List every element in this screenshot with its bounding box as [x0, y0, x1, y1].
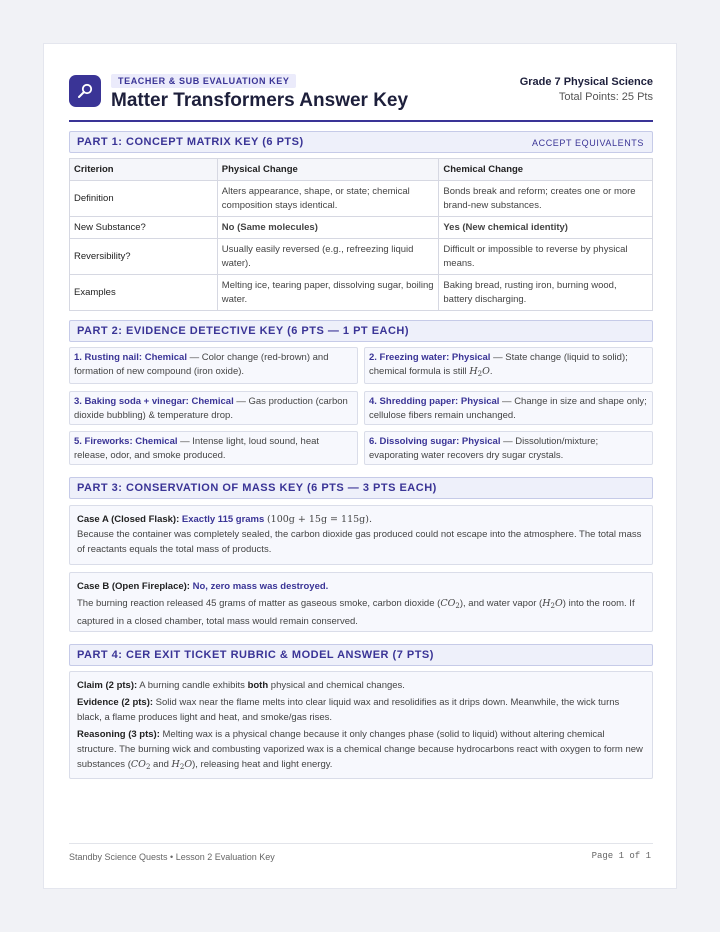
criterion-cell: Definition	[70, 181, 218, 217]
column-header: Criterion	[70, 159, 218, 181]
chemical-cell: Baking bread, rusting iron, burning wood, battery discharging.	[439, 275, 653, 311]
part1-title: PART 1: CONCEPT MATRIX KEY (6 PTS)	[77, 136, 304, 148]
part4-title: PART 4: CER EXIT TICKET RUBRIC & MODEL ANSWER (7 PTS)	[77, 649, 434, 661]
item-label: 1. Rusting nail:	[74, 352, 143, 363]
case-b-explanation: The burning reaction released 45 grams of matter as gaseous smoke, carbon dioxide $(CO_2)$, and water vapor $(H_2O)$ into the room. If captured in a closed chamber, total mass would remain conserved.	[77, 598, 635, 627]
case-a-explanation: Because the container was completely sealed, the carbon dioxide gas produced could not escape into the atmosphere. The total mass of reactants equals the total mass of products.	[77, 529, 642, 555]
item-label: 2. Freezing water:	[369, 352, 450, 363]
case-a-label: Case A (Closed Flask):	[77, 514, 180, 525]
case-a-card	[69, 505, 653, 565]
item-text: — Dissolution/mixture; evaporating water recovers dry sugar crystals.	[369, 436, 599, 461]
reasoning-paragraph: Reasoning (3 pts): Melting wax is a physical change because it only changes phase (solid to liquid) without altering chemical structure. The burning wick and combusting vaporized wax is a chemical change because hydrocarbons react with oxygen to form new substances ($CO_2$ and $H_2O$), releasing heat and light energy.	[77, 729, 643, 771]
chemical-cell: Difficult or impossible to reverse by physical means.	[439, 239, 653, 275]
evaluation-key-badge: TEACHER & SUB EVALUATION KEY	[111, 74, 296, 88]
item-answer: Chemical	[135, 436, 178, 447]
item-label: 3. Baking soda + vinegar:	[74, 396, 189, 407]
item-answer: Physical	[461, 436, 501, 447]
co2-formula: $CO_2$	[130, 759, 151, 771]
co2-formula: $CO_2$	[440, 598, 460, 610]
accept-equivalents-note: ACCEPT EQUIVALENTS	[532, 138, 644, 148]
item-label: 6. Dissolving sugar:	[369, 436, 460, 447]
item-label: 5. Fireworks:	[74, 436, 133, 447]
claim-paragraph: Claim (2 pts): A burning candle exhibits both physical and chemical changes.	[77, 680, 405, 691]
part3-header	[69, 477, 653, 499]
table-row	[70, 275, 653, 311]
case-a-equation: (100g + 15g = 115g).	[266, 514, 372, 525]
page-number: Page 1 of 1	[591, 851, 651, 861]
part2-title: PART 2: EVIDENCE DETECTIVE KEY (6 PTS — 1 PT EACH)	[77, 325, 410, 337]
answer-key-page	[43, 43, 677, 889]
item-text: — Gas production (carbon dioxide bubbling) & temperature drop.	[74, 396, 348, 421]
evidence-item	[364, 431, 653, 465]
criterion-cell: Reversibility?	[70, 239, 218, 275]
magnifier-icon	[76, 82, 94, 100]
header-divider	[69, 120, 653, 122]
evidence-item	[69, 391, 358, 425]
case-b-card	[69, 572, 653, 632]
logo-badge	[69, 75, 101, 107]
case-a-answer: Exactly 115 grams	[181, 514, 265, 525]
h2o-formula: $H_2O$	[171, 759, 193, 771]
criterion-cell: Examples	[70, 275, 218, 311]
table-row	[70, 217, 653, 239]
item-answer: Chemical	[191, 396, 234, 407]
case-b-label: Case B (Open Fireplace):	[77, 581, 190, 592]
criterion-cell: New Substance?	[70, 217, 218, 239]
table-row	[70, 181, 653, 217]
case-b-answer: No, zero mass was destroyed.	[192, 581, 329, 592]
evidence-item	[69, 347, 358, 384]
physical-cell: No (Same molecules)	[217, 217, 439, 239]
item-answer: Physical	[460, 396, 500, 407]
item-text: — Intense light, loud sound, heat release, odor, and smoke produced.	[74, 436, 320, 461]
item-text: — Change in size and shape only; cellulose fibers remain unchanged.	[369, 396, 647, 421]
evidence-item	[364, 391, 653, 425]
cer-model-answer-card	[69, 671, 653, 779]
part2-header	[69, 320, 653, 342]
table-row	[70, 239, 653, 275]
page-title: Matter Transformers Answer Key	[111, 90, 409, 111]
h2o-formula: $H_2O$	[542, 598, 563, 610]
grade-label: Grade 7 Physical Science	[519, 76, 653, 88]
item-label: 4. Shredding paper:	[369, 396, 459, 407]
part3-title: PART 3: CONSERVATION OF MASS KEY (6 PTS — 3 PTS EACH)	[77, 482, 437, 494]
item-answer: Physical	[451, 352, 491, 363]
column-header: Chemical Change	[439, 159, 653, 181]
part4-header	[69, 644, 653, 666]
item-text: — State change (liquid to solid); chemical formula is still	[369, 352, 628, 377]
physical-cell: Melting ice, tearing paper, dissolving sugar, boiling water.	[217, 275, 439, 311]
evidence-item: 2. Freezing water: Physical — State change (liquid to solid); chemical formula is still $H_2O$.	[364, 347, 653, 384]
chemical-cell: Bonds break and reform; creates one or more brand-new substances.	[439, 181, 653, 217]
item-answer: Chemical	[144, 352, 187, 363]
footer-course-label: Standby Science Quests • Lesson 2 Evaluation Key	[69, 852, 275, 862]
evidence-item	[69, 431, 358, 465]
evidence-paragraph: Evidence (2 pts): Solid wax near the flame melts into clear liquid wax and resolidifies as it drips down. Meanwhile, the wick turns black, a flame produces light and heat, and smoke/gas rises.	[77, 697, 620, 723]
page-header	[69, 73, 653, 121]
table-header-row	[70, 159, 653, 181]
physical-cell: Alters appearance, shape, or state; chemical composition stays identical.	[217, 181, 439, 217]
item-text: — Color change (red-brown) and formation of new compound (iron oxide).	[74, 352, 329, 377]
total-points: Total Points: 25 Pts	[558, 91, 653, 103]
footer-divider	[69, 843, 653, 844]
water-formula: $H_2O$	[469, 366, 490, 378]
part1-header	[69, 131, 653, 153]
concept-matrix-table	[69, 158, 653, 311]
physical-cell: Usually easily reversed (e.g., refreezing liquid water).	[217, 239, 439, 275]
chemical-cell: Yes (New chemical identity)	[439, 217, 653, 239]
column-header: Physical Change	[217, 159, 439, 181]
